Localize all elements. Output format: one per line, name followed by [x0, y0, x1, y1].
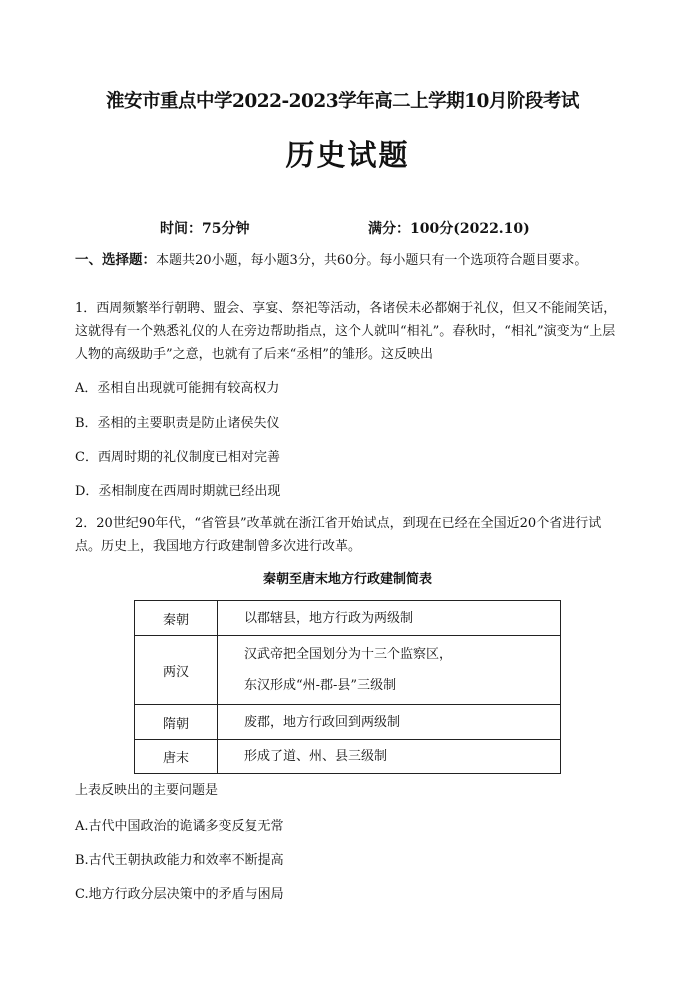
table-row [135, 636, 561, 705]
question-2-option-c: C.地方行政分层决策中的矛盾与困局 [75, 887, 284, 902]
question-2-option-b: B.古代王朝执政能力和效率不断提高 [75, 853, 284, 868]
dynasty-cell: 唐末 [135, 740, 218, 774]
system-line: 以郡辖县，地方行政为两级制 [244, 610, 414, 626]
system-line: 形成了道、州、县三级制 [244, 749, 388, 764]
exam-time: 时间：75分钟 [160, 221, 250, 237]
system-line: 废郡，地方行政回到两级制 [244, 714, 401, 730]
question-1-option-d: D．丞相制度在西周时期就已经出现 [75, 484, 281, 499]
system-line: 东汉形成“州-郡-县”三级制 [244, 678, 397, 693]
dynasty-cell: 两汉 [135, 636, 218, 705]
question-1-option-a: A．丞相自出现就可能拥有较高权力 [75, 381, 280, 396]
section-instruction [75, 250, 623, 271]
exam-score: 满分：100分(2022.10) [368, 221, 530, 237]
section-heading: 一、选择题： [75, 252, 156, 268]
section-instruction-text: 本题共20小题，每小题3分，共60分。每小题只有一个选项符合题目要求。 [156, 253, 588, 268]
dynasty-cell: 隋朝 [135, 705, 218, 740]
table-row [135, 705, 561, 740]
question-2-prompt: 上表反映出的主要问题是 [75, 783, 219, 798]
dynasty-cell: 秦朝 [135, 601, 218, 636]
subject-title: 历史试题 [285, 138, 410, 172]
question-1-option-b: B．丞相的主要职责是防止诸侯失仪 [75, 416, 280, 431]
question-1-option-c: C．西周时期的礼仪制度已相对完善 [75, 450, 280, 465]
question-1-stem: 1．西周频繁举行朝聘、盟会、享宴、祭祀等活动，各诸侯未必都娴于礼仪，但又不能闹笑话，这就得有一个熟悉礼仪的人在旁边帮助指点，这个人就叫“相礼”。春秋时，“相礼”演变为“上层人物的高级助手”之意，也就有了后来“丞相”的雏形。这反映出 [75, 301, 617, 362]
system-cell [218, 740, 561, 774]
table-title: 秦朝至唐末地方行政建制简表 [262, 572, 432, 587]
question-2-option-a: A.古代中国政治的诡谲多变反复无常 [75, 819, 284, 834]
school-title: 淮安市重点中学2022-2023学年高二上学期10月阶段考试 [106, 91, 579, 112]
system-line: 汉武帝把全国划分为十三个监察区， [244, 647, 453, 662]
admin-system-table [134, 600, 561, 774]
table-row [135, 740, 561, 774]
system-cell [218, 601, 561, 636]
question-2-stem: 2．20世纪90年代，“省管县”改革就在浙江省开始试点，到现在已经在全国近20个省进行试点。历史上，我国地方行政建制曾多次进行改革。 [75, 516, 602, 554]
system-cell [218, 636, 561, 705]
system-cell [218, 705, 561, 740]
table-row [135, 601, 561, 636]
